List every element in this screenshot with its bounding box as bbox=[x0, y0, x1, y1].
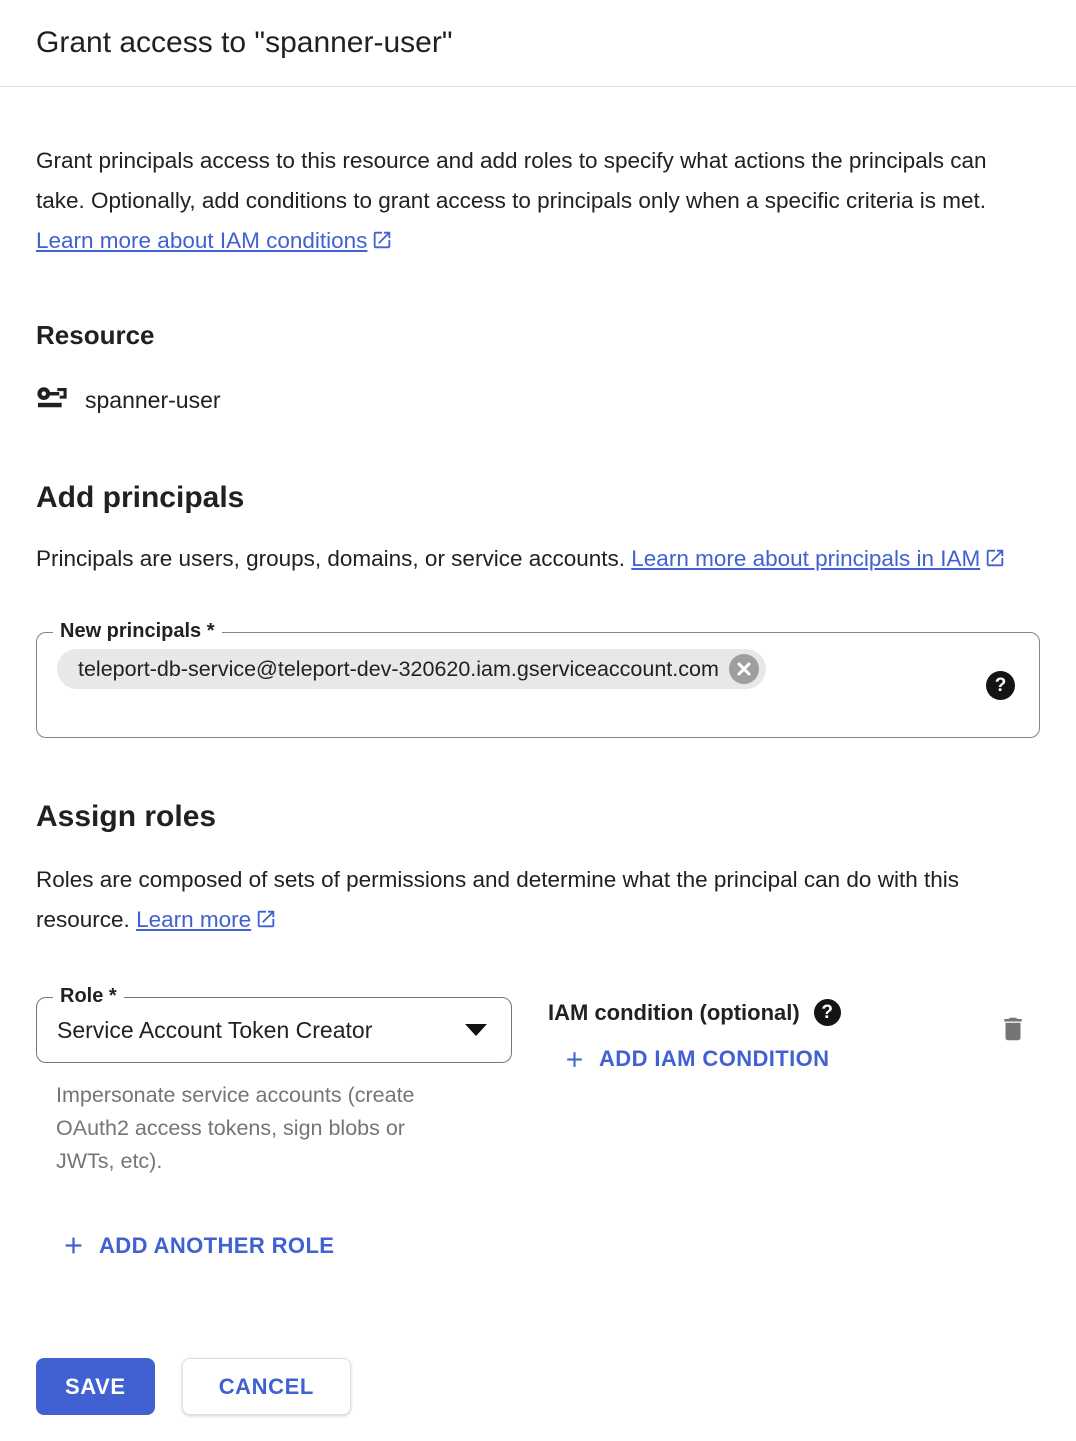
iam-condition-column bbox=[548, 997, 841, 1077]
service-account-key-icon bbox=[36, 383, 69, 417]
iam-condition-label-row bbox=[548, 999, 841, 1026]
delete-role-button[interactable] bbox=[998, 1013, 1028, 1048]
iam-condition-help-icon[interactable]: ? bbox=[814, 999, 841, 1026]
resource-name: spanner-user bbox=[85, 386, 221, 413]
external-link-icon bbox=[371, 224, 393, 264]
principals-description-text: Principals are users, groups, domains, or service accounts. bbox=[36, 546, 626, 571]
principal-chip bbox=[57, 649, 766, 689]
new-principals-field[interactable] bbox=[36, 620, 1040, 738]
intro-text-content: Grant principals access to this resource and add roles to specify what actions the principals can take. Optionally, add conditions to grant access to principals only when a specific criteria is met. bbox=[36, 148, 987, 213]
role-column bbox=[36, 985, 512, 1178]
role-description-text: Impersonate service accounts (create OAuth2 access tokens, sign blobs or JWTs, etc). bbox=[56, 1083, 415, 1173]
plus-icon bbox=[60, 1232, 87, 1259]
close-icon bbox=[737, 662, 751, 676]
intro-text bbox=[36, 141, 1040, 264]
new-principals-label: New principals * bbox=[53, 620, 222, 643]
learn-more-principals-link[interactable]: Learn more about principals in IAM bbox=[631, 546, 981, 571]
role-selected-value: Service Account Token Creator bbox=[57, 1016, 373, 1043]
add-iam-condition-button[interactable] bbox=[562, 1046, 829, 1072]
add-principals-heading: Add principals bbox=[36, 481, 245, 514]
resource-section bbox=[36, 320, 1040, 417]
assign-roles-heading: Assign roles bbox=[36, 800, 217, 833]
trash-icon bbox=[998, 1013, 1028, 1045]
principal-chip-text: teleport-db-service@teleport-dev-320620.iam.gserviceaccount.com bbox=[78, 656, 719, 681]
add-principals-section bbox=[36, 481, 1040, 738]
add-iam-condition-label: ADD IAM CONDITION bbox=[599, 1046, 830, 1071]
principals-description bbox=[36, 539, 1040, 582]
plus-icon bbox=[562, 1047, 587, 1072]
assign-roles-section bbox=[36, 800, 1040, 1264]
chevron-down-icon bbox=[465, 1024, 487, 1036]
role-label: Role * bbox=[53, 985, 124, 1008]
cancel-button[interactable]: CANCEL bbox=[182, 1358, 351, 1415]
dialog-body bbox=[0, 141, 1076, 1441]
role-row bbox=[36, 985, 1040, 1178]
save-button[interactable]: SAVE bbox=[36, 1358, 155, 1415]
role-select[interactable] bbox=[36, 985, 512, 1063]
dialog-actions bbox=[36, 1358, 1040, 1441]
external-link-icon bbox=[255, 903, 277, 943]
add-another-role-label: ADD ANOTHER ROLE bbox=[99, 1232, 335, 1258]
chip-remove-button[interactable] bbox=[729, 654, 759, 684]
add-another-role-button[interactable] bbox=[60, 1232, 334, 1259]
resource-row bbox=[36, 383, 1040, 417]
external-link-icon bbox=[984, 542, 1006, 582]
dialog-title: Grant access to "spanner-user" bbox=[36, 26, 453, 59]
roles-description bbox=[36, 860, 1040, 943]
learn-more-iam-conditions-link[interactable]: Learn more about IAM conditions bbox=[36, 228, 368, 253]
dialog-header bbox=[0, 0, 1076, 87]
iam-condition-label: IAM condition (optional) bbox=[548, 999, 800, 1025]
principals-help-icon[interactable]: ? bbox=[986, 671, 1015, 700]
roles-description-text: Roles are composed of sets of permissions and determine what the principal can do with this resource. bbox=[36, 867, 959, 932]
resource-heading: Resource bbox=[36, 320, 155, 350]
learn-more-roles-link[interactable]: Learn more bbox=[136, 907, 252, 932]
